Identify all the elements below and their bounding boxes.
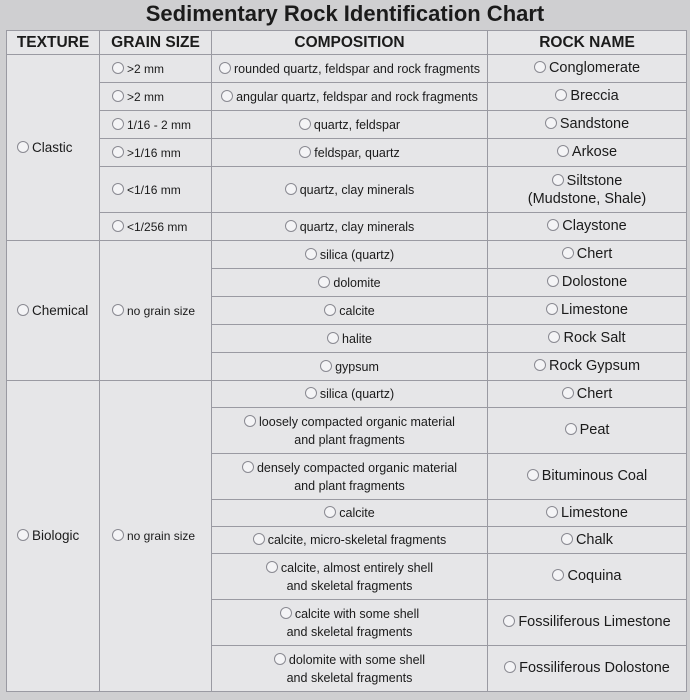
composition-label: calcite [339,303,375,318]
rock-name-cell [488,600,687,646]
radio-rock[interactable] [534,359,546,371]
radio-composition[interactable] [299,146,311,158]
rock-label: Rock Salt [563,330,626,346]
grain-label: 1/16 - 2 mm [127,117,192,132]
radio-composition[interactable] [305,248,317,260]
rock-label: Limestone [561,302,628,318]
radio-composition[interactable] [219,62,231,74]
texture-label: Clastic [32,139,73,155]
composition-label-line1: loosely compacted organic material [259,414,455,429]
composition-label: angular quartz, feldspar and rock fragments [236,89,478,104]
composition-cell [212,353,488,381]
rock-name-cell [488,646,687,692]
rock-name-cell [488,500,687,527]
texture-biologic [7,381,100,692]
rock-name-cell [488,241,687,269]
composition-cell [212,111,488,139]
grain-label: <1/16 mm [127,182,181,197]
radio-rock[interactable] [548,331,560,343]
rock-label: Chert [576,385,613,402]
radio-composition[interactable] [324,304,336,316]
composition-label: gypsum [335,359,379,374]
rock-name-cell [488,297,687,325]
radio-rock[interactable] [503,615,515,627]
rock-label: Limestone [561,504,628,521]
composition-cell [212,600,488,646]
composition-cell [212,500,488,527]
composition-cell [212,325,488,353]
radio-composition[interactable] [274,653,286,665]
header-rock-name: ROCK NAME [488,31,687,55]
radio-rock[interactable] [547,219,559,231]
composition-cell [212,213,488,241]
composition-label-line2: and plant fragments [294,432,405,447]
composition-label-line1: densely compacted organic material [256,460,458,475]
composition-label-line1: calcite with some shell [294,606,420,621]
rock-label: Fossiliferous Dolostone [519,660,670,676]
radio-rock[interactable] [545,117,557,129]
radio-rock[interactable] [565,423,577,435]
composition-label: quartz, clay minerals [299,219,415,234]
radio-rock[interactable] [555,89,567,101]
rock-name-cell [488,554,687,600]
rock-name-cell [488,83,687,111]
radio-composition[interactable] [221,90,233,102]
grain-size-cell [100,241,212,381]
radio-composition[interactable] [305,387,317,399]
composition-cell [212,297,488,325]
radio-rock[interactable] [561,533,573,545]
radio-composition[interactable] [318,276,330,288]
rock-name-cell [488,213,687,241]
radio-composition[interactable] [244,415,256,427]
composition-label: rounded quartz, feldspar and rock fragments [234,61,480,76]
radio-rock[interactable] [546,506,558,518]
header-grain-size: GRAIN SIZE [100,31,212,55]
radio-composition[interactable] [253,533,265,545]
radio-rock[interactable] [534,61,546,73]
radio-chemical[interactable] [17,304,29,316]
grain-label: >2 mm [127,61,165,76]
rock-label: Chert [576,246,613,262]
composition-cell [212,241,488,269]
grain-size-cell [100,111,212,139]
radio-composition[interactable] [266,561,278,573]
radio-rock[interactable] [562,387,574,399]
composition-label: silica (quartz) [319,247,395,262]
composition-label: quartz, clay minerals [299,182,415,197]
rock-label: Claystone [562,218,627,234]
radio-grain[interactable] [112,529,124,541]
rock-label-line2: (Mudstone, Shale) [527,190,647,207]
composition-label: halite [342,331,372,346]
grain-size-cell [100,213,212,241]
grain-label: >2 mm [127,89,165,104]
composition-cell [212,269,488,297]
composition-label: calcite [339,506,375,520]
composition-cell [212,167,488,213]
page-title: Sedimentary Rock Identification Chart [145,1,545,26]
rock-name-cell [488,139,687,167]
composition-cell [212,408,488,454]
header-composition: COMPOSITION [212,31,488,55]
grain-size-cell [100,381,212,692]
radio-rock[interactable] [527,469,539,481]
composition-label-line2: and skeletal fragments [286,670,413,685]
radio-grain[interactable] [112,90,124,102]
rock-name-cell [488,55,687,83]
radio-composition[interactable] [280,607,292,619]
radio-rock[interactable] [504,661,516,673]
rock-label: Peat [579,422,610,438]
composition-cell [212,55,488,83]
radio-grain[interactable] [112,118,124,130]
radio-rock[interactable] [557,145,569,157]
radio-composition[interactable] [327,332,339,344]
radio-composition[interactable] [285,220,297,232]
radio-rock[interactable] [552,569,564,581]
radio-biologic[interactable] [17,529,29,541]
composition-cell [212,554,488,600]
grain-label: <1/256 mm [127,219,188,234]
composition-cell [212,381,488,408]
composition-cell [212,139,488,167]
composition-cell [212,527,488,554]
composition-label: quartz, feldspar [313,117,401,132]
radio-rock[interactable] [546,303,558,315]
radio-rock[interactable] [547,275,559,287]
composition-label-line2: and skeletal fragments [286,624,413,639]
header-texture: TEXTURE [7,31,100,55]
rock-identification-table [6,30,687,692]
rock-name-cell [488,111,687,139]
rock-label: Coquina [567,568,622,584]
rock-name-cell [488,325,687,353]
rock-name-cell [488,408,687,454]
texture-clastic [7,55,100,241]
radio-composition[interactable] [299,118,311,130]
grain-label: no grain size [127,303,196,318]
radio-composition[interactable] [320,360,332,372]
grain-label: >1/16 mm [127,145,181,160]
grain-size-cell [100,139,212,167]
radio-rock[interactable] [552,174,564,186]
rock-name-cell [488,381,687,408]
radio-grain[interactable] [112,304,124,316]
rock-name-cell [488,269,687,297]
composition-label-line2: and plant fragments [294,478,405,493]
rock-name-cell [488,454,687,500]
radio-grain[interactable] [112,220,124,232]
composition-label-line1: dolomite with some shell [288,652,426,667]
rock-name-cell [488,167,687,213]
radio-composition[interactable] [285,183,297,195]
rock-label: Sandstone [559,116,630,132]
composition-cell [212,646,488,692]
grain-size-cell [100,55,212,83]
rock-label: Chalk [575,531,614,548]
radio-rock[interactable] [562,247,574,259]
radio-clastic[interactable] [17,141,29,153]
composition-label: feldspar, quartz [314,145,400,160]
rock-label: Dolostone [561,274,628,290]
radio-composition[interactable] [242,461,254,473]
rock-name-cell [488,353,687,381]
rock-label-line1: Siltstone [566,172,623,189]
composition-label: calcite, micro-skeletal fragments [267,533,447,547]
grain-label: no grain size [127,529,196,543]
composition-cell [212,83,488,111]
radio-composition[interactable] [324,506,336,518]
radio-grain[interactable] [112,146,124,158]
rock-label: Rock Gypsum [548,358,641,374]
composition-cell [212,454,488,500]
grain-size-cell [100,83,212,111]
composition-label-line1: calcite, almost entirely shell [280,560,434,575]
rock-label: Fossiliferous Limestone [518,614,671,630]
texture-chemical [7,241,100,381]
rock-label: Conglomerate [548,60,641,76]
rock-label: Arkose [571,144,618,160]
rock-label: Bituminous Coal [541,468,648,484]
texture-label: Biologic [32,528,80,543]
composition-label-line2: and skeletal fragments [286,578,413,593]
composition-label: dolomite [333,275,381,290]
rock-name-cell [488,527,687,554]
composition-label: silica (quartz) [319,387,395,401]
texture-label: Chemical [32,302,89,318]
radio-grain[interactable] [112,62,124,74]
grain-size-cell [100,167,212,213]
radio-grain[interactable] [112,183,124,195]
rock-label: Breccia [570,88,619,104]
